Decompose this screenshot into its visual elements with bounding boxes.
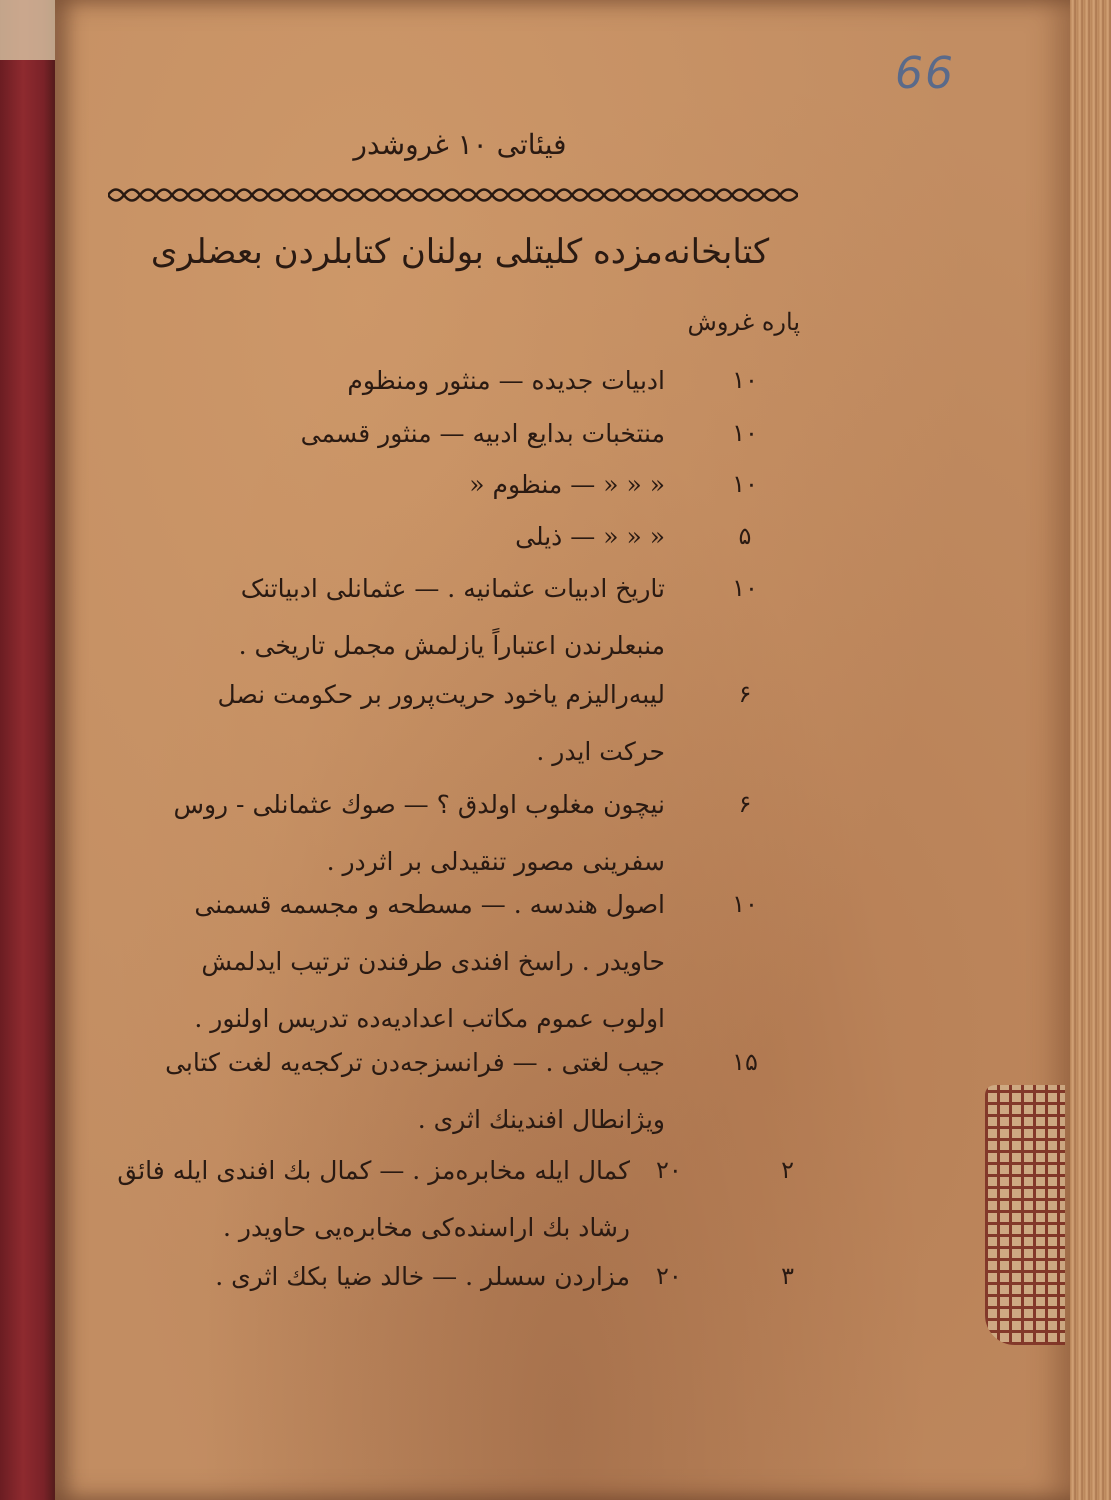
page-title: کتابخانه‌مزده کلیتلی بولنان کتابلردن بعضلری <box>150 232 770 272</box>
page-edges <box>1070 0 1111 1500</box>
entry-line: اصول هندسه . — مسطحه و مجسمه قسمنی <box>194 890 665 919</box>
list-item <box>110 1248 800 1305</box>
entry-line: حرکت ایدر . <box>536 737 665 766</box>
entry-price: ۵ <box>738 522 752 550</box>
entry-price: ۱۰ <box>732 470 758 498</box>
entry-line: منتخبات بدایع ادبیه — منثور قسمی <box>300 419 665 448</box>
entry-line: ادبیات جدیده — منثور ومنظوم <box>347 366 665 395</box>
book-spine <box>0 0 58 1500</box>
entry-line: مزاردن سسلر . — خالد ضیا بکك اثری . <box>215 1262 630 1291</box>
list-item <box>110 560 800 674</box>
entry-price: ۱۰ <box>732 890 758 918</box>
entry-line: سفرینی مصور تنقیدلی بر اثردر . <box>326 847 665 876</box>
price-line: فیئاتی ۱۰ غروشدر <box>353 128 567 161</box>
entry-price: ۶ <box>738 790 752 818</box>
entry-price: ۱۰ <box>732 574 758 602</box>
entry-line: تاریخ ادبیات عثمانیه . — عثمانلی ادبیاتنک <box>240 574 665 603</box>
entry-price-para: ۲۰ <box>656 1262 682 1290</box>
entry-line: کمال ایله مخابره‌مز . — کمال بك افندی ایله فائق <box>117 1156 630 1185</box>
list-item <box>110 666 800 780</box>
entry-price-pair <box>650 1142 800 1199</box>
entry-price: ۱۵ <box>732 1048 758 1076</box>
entry-line: « « « — ذیلی <box>515 522 665 551</box>
entry-line: اولوب عموم مکاتب اعدادیه‌ده تدریس اولنور . <box>194 1004 665 1033</box>
list-item <box>110 1034 800 1148</box>
spine-cloth-tear <box>0 0 60 60</box>
column-header: پاره غروش <box>687 308 800 336</box>
list-item <box>110 1142 800 1256</box>
list-item <box>110 405 800 462</box>
list-item <box>110 456 800 513</box>
list-item <box>110 352 800 409</box>
entry-line: لیبه‌رالیزم یاخود حریت‌پرور بر حکومت نصل <box>217 680 665 709</box>
entry-price-para: ۲۰ <box>656 1156 682 1184</box>
entry-line: جیب لغتی . — فرانسزجه‌دن ترکجه‌یه لغت کتابی <box>165 1048 665 1077</box>
entry-line: ویژانطال افندینك اثری . <box>417 1105 665 1134</box>
entry-price: ۳ <box>781 1262 794 1290</box>
entry-line: نیچون مغلوب اولدق ؟ — صوك عثمانلی - روس <box>173 790 665 819</box>
list-item <box>110 876 800 1047</box>
entry-price: ۲ <box>781 1156 794 1184</box>
ornament-divider <box>108 180 798 210</box>
entry-price: ۶ <box>738 680 752 708</box>
entry-line: رشاد بك اراسنده‌کی مخابره‌یی حاویدر . <box>223 1213 630 1242</box>
entry-line: حاویدر . راسخ افندی طرفندن ترتیب ایدلمش <box>201 947 665 976</box>
list-item <box>110 508 800 565</box>
list-item <box>110 776 800 890</box>
entry-line: منبعلرندن اعتباراً یازلمش مجمل تاریخی . <box>238 631 665 660</box>
entry-price: ۱۰ <box>732 366 758 394</box>
entry-price: ۱۰ <box>732 419 758 447</box>
torn-corner <box>985 1085 1065 1345</box>
entry-price-pair <box>650 1248 800 1305</box>
handwritten-page-number: 66 <box>895 48 955 99</box>
entry-line: « « « — منظوم « <box>469 470 665 499</box>
